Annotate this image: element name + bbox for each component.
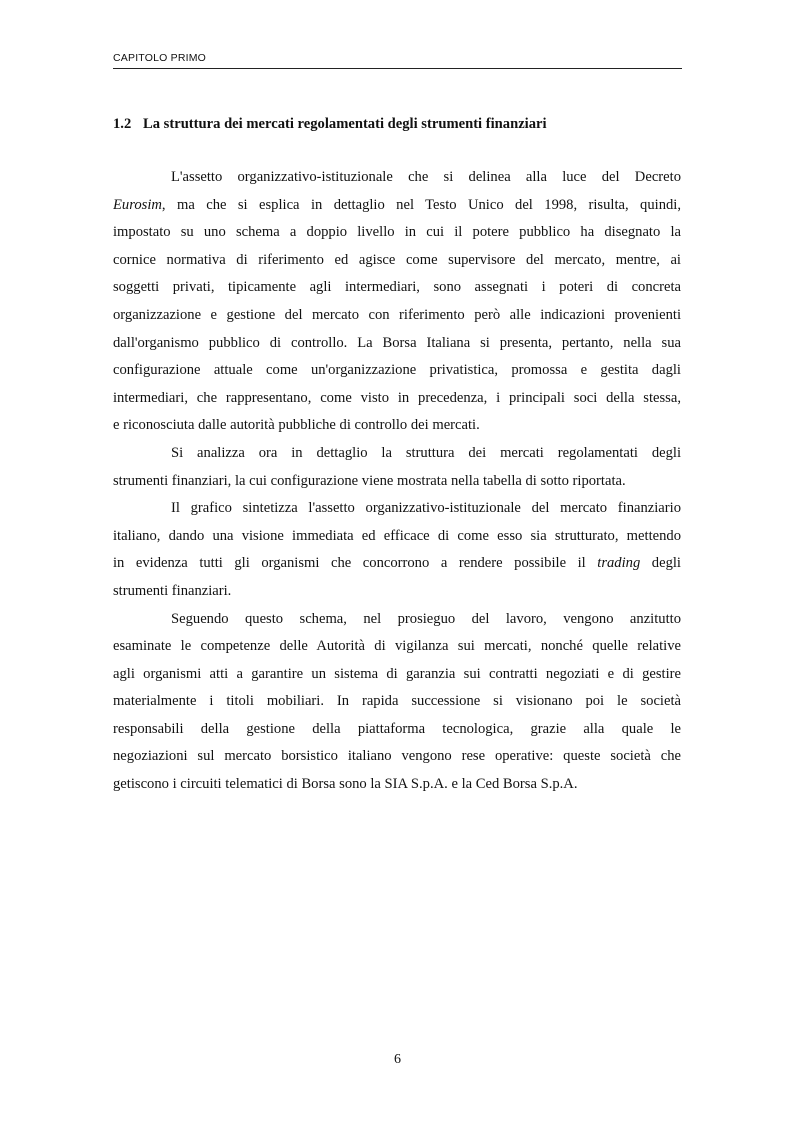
body-line	[113, 192, 681, 220]
italic-term: Eurosim	[113, 196, 162, 213]
body-line: soggetti privati, tipicamente agli intermediari, sono assegnati i poteri di concreta	[113, 279, 681, 296]
body-line: L'assetto organizzativo-istituzionale che si delinea alla luce del Decreto	[171, 169, 681, 185]
section-heading	[113, 114, 547, 134]
body-line: agli organismi atti a garantire un sistema di garanzia sui contratti negoziati e di gestire	[113, 665, 681, 682]
line-segment: degli	[640, 555, 681, 572]
body-line: getiscono i circuiti telematici di Borsa sono la SIA S.p.A. e la Ced Borsa S.p.A.	[113, 776, 578, 793]
body-line: strumenti finanziari.	[113, 582, 232, 599]
body-line: impostato su uno schema a doppio livello in cui il potere pubblico ha disegnato la	[113, 224, 681, 241]
line-segment: in evidenza tutti gli organismi che concorrono a rendere possibile il	[113, 555, 598, 572]
running-header: CAPITOLO PRIMO	[113, 52, 207, 64]
body-line: italiano, dando una visione immediata ed efficace di come esso sia strutturato, mettendo	[113, 527, 681, 544]
body-line: strumenti finanziari, la cui configurazione viene mostrata nella tabella di sotto riportata.	[113, 472, 626, 489]
body-line: cornice normativa di riferimento ed agisce come supervisore del mercato, mentre, ai	[113, 251, 681, 268]
body-line: e riconosciuta dalle autorità pubbliche di controllo dei mercati.	[113, 417, 480, 434]
body-line: dall'organismo pubblico di controllo. La Borsa Italiana si presenta, pertanto, nella sua	[113, 334, 681, 351]
body-line: esaminate le competenze delle Autorità di vigilanza sui mercati, nonché quelle relative	[113, 638, 681, 655]
paragraph-4	[113, 606, 681, 799]
line-segment: , ma che si esplica in dettaglio nel Testo Unico del 1998, risulta, quindi,	[161, 196, 681, 213]
page-number: 6	[394, 1052, 401, 1067]
body-line: Seguendo questo schema, nel prosieguo del lavoro, vengono anzitutto	[171, 610, 681, 627]
body-line: organizzazione e gestione del mercato con riferimento però alle indicazioni provenienti	[113, 306, 681, 323]
body-line	[113, 550, 681, 578]
body-line: configurazione attuale come un'organizzazione privatistica, promossa e gestita dagli	[113, 362, 681, 379]
italic-term: trading	[597, 555, 641, 572]
body-line: negoziazioni sul mercato borsistico italiano vengono rese operative: queste società che	[113, 748, 681, 765]
body-line: intermediari, che rappresentano, come visto in precedenza, i principali soci della stessa,	[113, 389, 681, 406]
body-line: materialmente i titoli mobiliari. In rapida successione si visionano poi le società	[113, 693, 681, 710]
paragraph-3	[113, 495, 681, 605]
body-text	[113, 164, 681, 799]
section-number: 1.2	[113, 116, 132, 132]
paragraph-1	[113, 164, 681, 440]
paragraph-2	[113, 440, 681, 495]
body-line: Il grafico sintetizza l'assetto organizzativo-istituzionale del mercato finanziario	[171, 500, 681, 517]
body-line: responsabili della gestione della piattaforma tecnologica, grazie alla quale le	[113, 720, 681, 737]
body-line: Si analizza ora in dettaglio la struttura dei mercati regolamentati degli	[171, 444, 681, 461]
header-rule	[113, 68, 682, 69]
section-title: La struttura dei mercati regolamentati degli strumenti finanziari	[143, 116, 547, 132]
